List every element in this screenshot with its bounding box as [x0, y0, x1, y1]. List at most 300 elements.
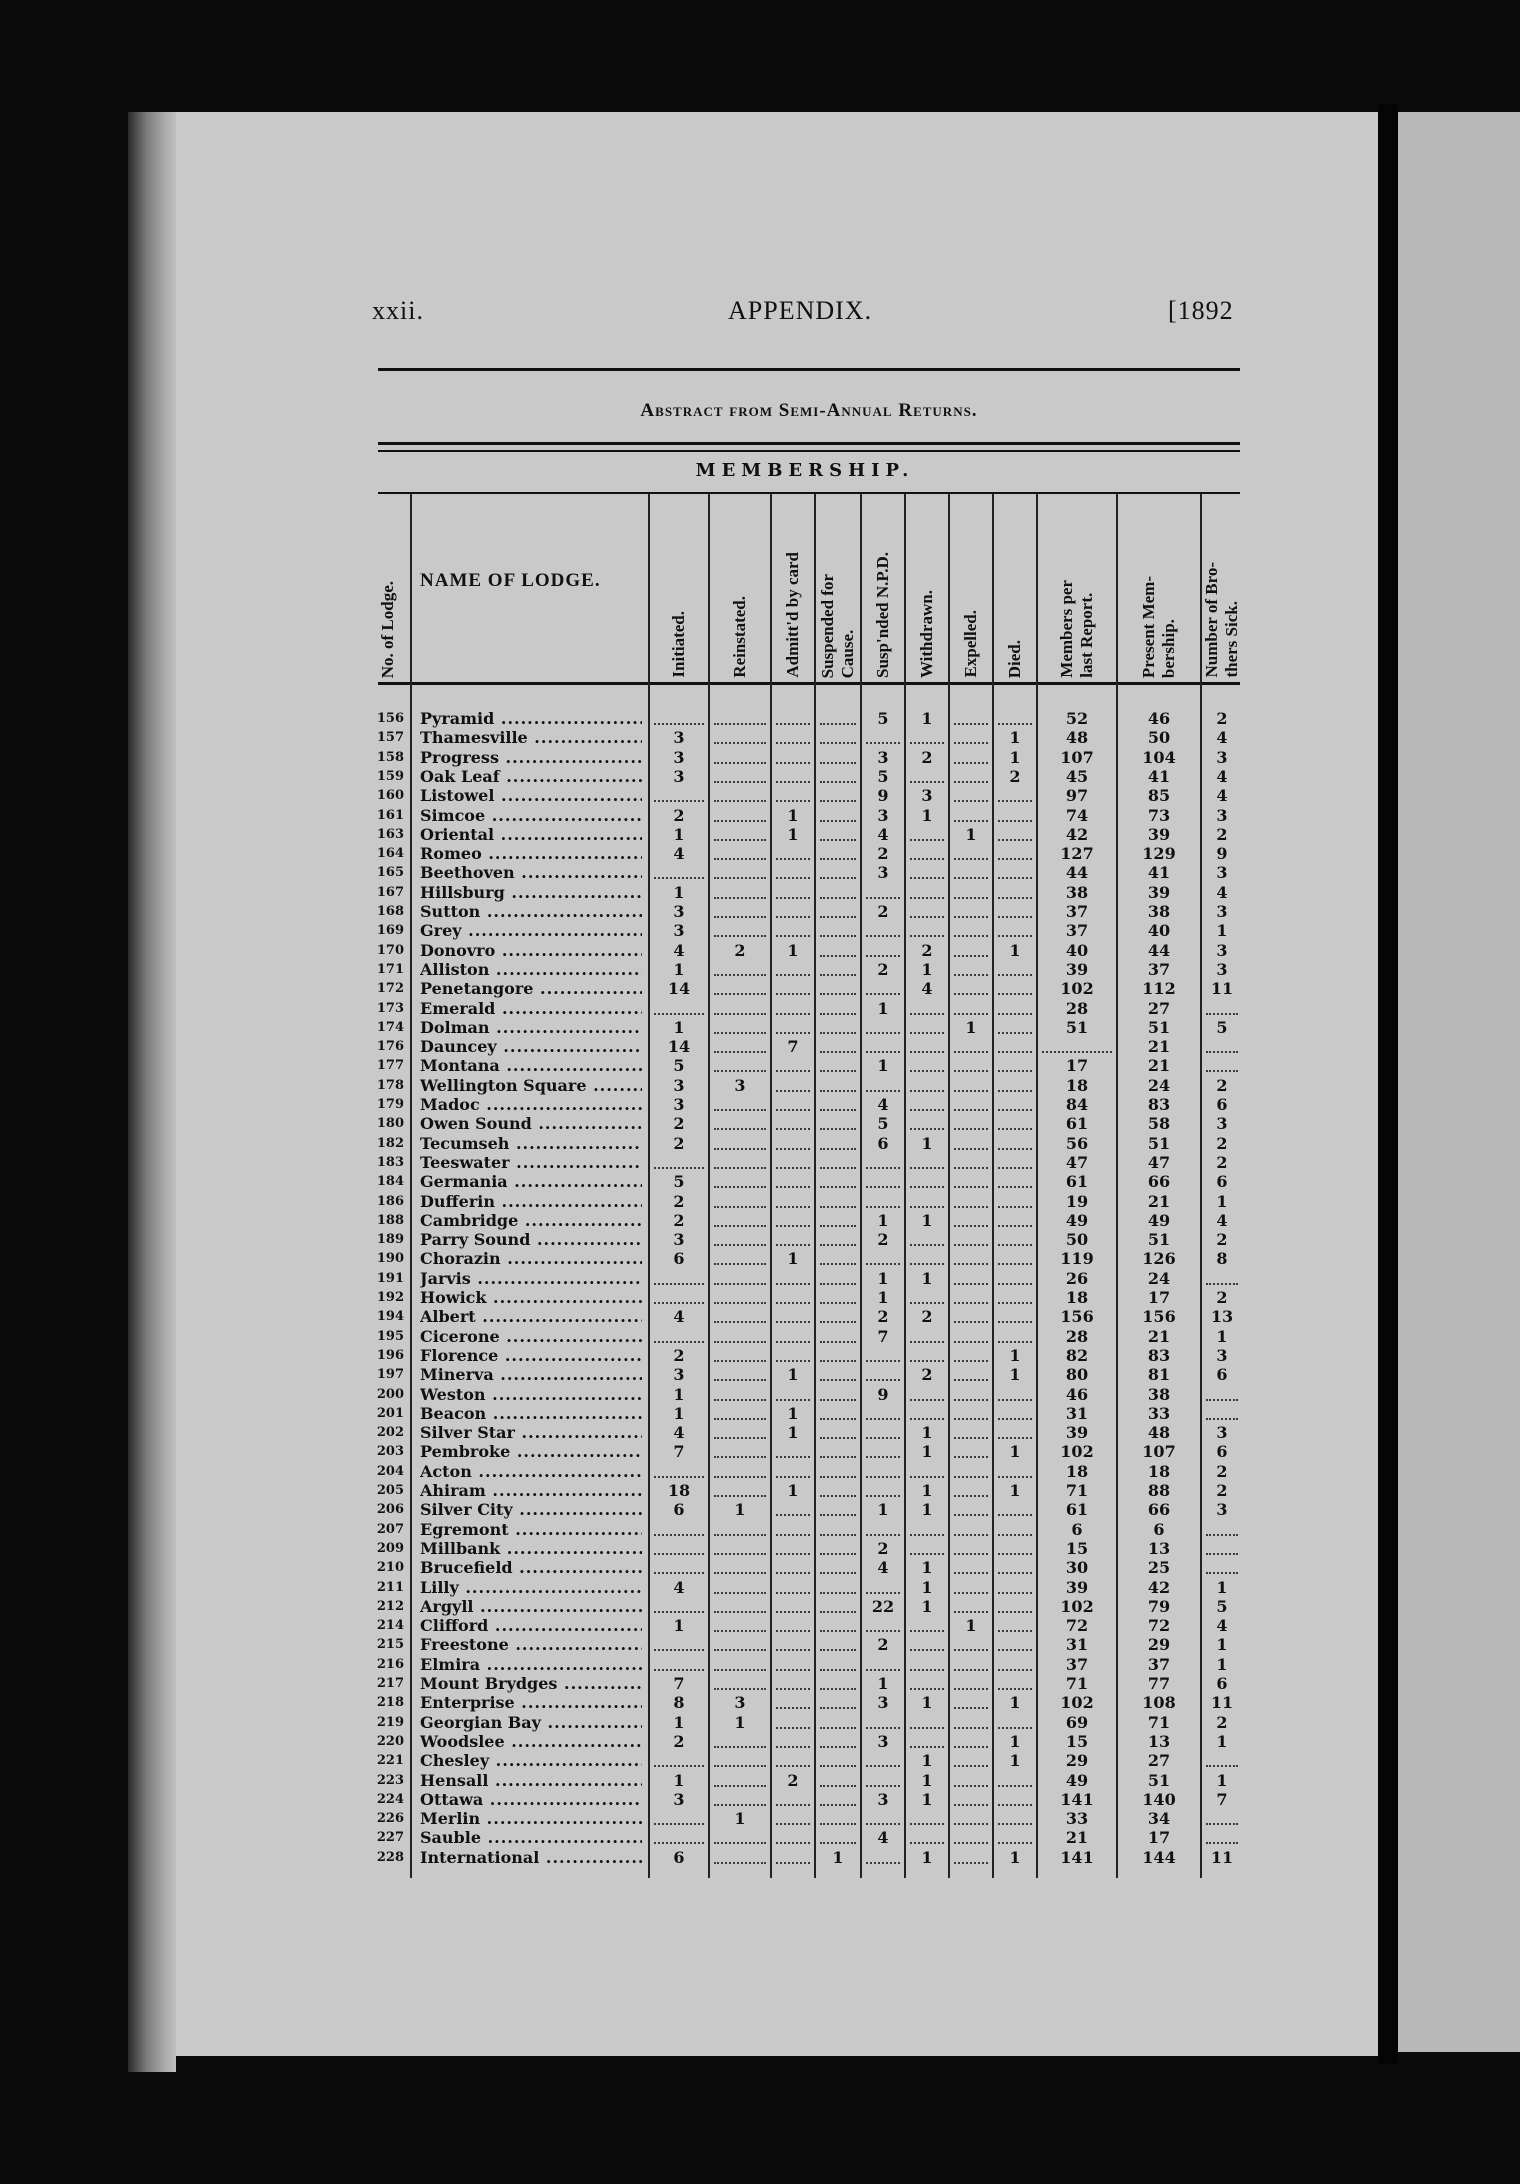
- cell-adm: [776, 1189, 810, 1208]
- cell-rein: [714, 1131, 766, 1150]
- cell-sick: [1206, 1748, 1238, 1767]
- cell-wd: [910, 1343, 944, 1362]
- lodge-number: 161: [376, 807, 404, 823]
- cell-wd: [910, 1053, 944, 1072]
- lodge-name: Parry Sound .....: [420, 1230, 642, 1249]
- table-row: [0, 1481, 1240, 1500]
- cell-present: 77: [1147, 1674, 1171, 1693]
- table-row: [0, 1037, 1240, 1056]
- cell-exp: [954, 1632, 988, 1651]
- cell-present: 156: [1142, 1307, 1176, 1327]
- cell-last: 38: [1065, 882, 1089, 902]
- cell-last: 141: [1060, 1847, 1094, 1867]
- cell-present: 38: [1147, 1384, 1171, 1404]
- cell-npd: [866, 1362, 900, 1381]
- cell-susp: [820, 1748, 856, 1767]
- cell-init: 3: [673, 1230, 685, 1250]
- cell-susp: [820, 938, 856, 957]
- cell-last: 47: [1065, 1152, 1089, 1172]
- cell-adm: [776, 1111, 810, 1130]
- lodge-name: Brucefield .....: [420, 1558, 642, 1577]
- cell-init: 3: [673, 902, 685, 921]
- lodge-number: 169: [376, 923, 404, 939]
- col-header-suspended-npd: Susp'nded N.P.D.: [873, 552, 892, 678]
- cell-rein: [714, 1266, 766, 1285]
- cell-adm: [776, 918, 810, 937]
- lodge-number: 194: [376, 1309, 404, 1325]
- lodge-name: Argyll .....: [420, 1597, 642, 1616]
- lodge-number: 173: [376, 1000, 404, 1016]
- cell-present: 144: [1142, 1847, 1176, 1867]
- cell-died: [998, 1497, 1032, 1516]
- lodge-name: Cicerone .....: [420, 1327, 642, 1346]
- cell-present: 33: [1147, 1403, 1171, 1423]
- cell-died: [998, 1073, 1032, 1092]
- cell-exp: [954, 957, 988, 976]
- cell-susp: [820, 1594, 856, 1613]
- lodge-number: 216: [376, 1656, 404, 1672]
- cell-sick: [1206, 996, 1238, 1015]
- table-row: [0, 1076, 1240, 1095]
- cell-adm: [776, 957, 810, 976]
- cell-npd: [866, 1343, 900, 1362]
- table-row: [0, 941, 1240, 960]
- lodge-number: 219: [376, 1714, 404, 1730]
- cell-npd: 5: [877, 766, 889, 786]
- cell-exp: [954, 1304, 988, 1323]
- lodge-name: Hillsburg .....: [420, 883, 642, 902]
- cell-last: 107: [1060, 747, 1094, 767]
- cell-present: 72: [1147, 1616, 1171, 1636]
- cell-died: [998, 1227, 1032, 1246]
- cell-adm: [776, 880, 810, 899]
- cell-susp: [820, 1671, 856, 1690]
- cell-wd: [910, 1536, 944, 1555]
- cell-exp: [954, 1073, 988, 1092]
- cell-rein: [714, 706, 766, 725]
- lodge-name: Teeswater .....: [420, 1153, 642, 1172]
- cell-wd: [910, 880, 944, 899]
- cell-wd: 1: [921, 1423, 933, 1443]
- lodge-name: Woodslee .....: [420, 1732, 642, 1751]
- cell-exp: [954, 1497, 988, 1516]
- lodge-number: 170: [376, 942, 404, 958]
- cell-npd: [866, 1420, 900, 1439]
- cell-rein: [714, 745, 766, 764]
- cell-exp: [954, 1092, 988, 1111]
- cell-last: 48: [1065, 728, 1089, 748]
- cell-adm: [776, 1729, 810, 1748]
- cell-rein: [714, 976, 766, 995]
- cell-rein: [714, 1092, 766, 1111]
- cell-exp: [954, 1478, 988, 1497]
- cell-died: [998, 1304, 1032, 1323]
- table-row: [0, 1327, 1240, 1346]
- cell-wd: [910, 1613, 944, 1632]
- cell-died: [998, 1285, 1032, 1304]
- cell-exp: [954, 1555, 988, 1574]
- lodge-number: 201: [376, 1405, 404, 1421]
- cell-wd: 2: [921, 747, 933, 767]
- cell-died: [998, 899, 1032, 918]
- table-row: [0, 1095, 1240, 1114]
- cell-init: 5: [673, 1056, 685, 1076]
- lodge-name: Silver City .....: [420, 1500, 642, 1519]
- cell-died: [998, 957, 1032, 976]
- cell-sick: 2: [1216, 1075, 1228, 1095]
- cell-init: 3: [673, 921, 685, 941]
- cell-sick: 2: [1216, 1152, 1228, 1172]
- cell-died: [998, 1246, 1032, 1265]
- cell-adm: [776, 1613, 810, 1632]
- cell-adm: [776, 1324, 810, 1343]
- cell-npd: 3: [877, 1693, 889, 1713]
- cell-adm: [776, 1131, 810, 1150]
- cell-last: 15: [1065, 1538, 1089, 1558]
- cell-sick: 3: [1216, 1423, 1228, 1443]
- cell-init: 2: [673, 1731, 685, 1751]
- cell-present: 71: [1147, 1712, 1171, 1732]
- header-rule: [378, 368, 1240, 371]
- cell-wd: 1: [921, 1577, 933, 1597]
- cell-rein: [714, 918, 766, 937]
- table-row: [0, 1307, 1240, 1326]
- cell-sick: 6: [1216, 1674, 1228, 1693]
- cell-npd: 2: [877, 902, 889, 921]
- cell-wd: [910, 841, 944, 860]
- cell-wd: 1: [921, 1558, 933, 1578]
- cell-init: [654, 1150, 704, 1169]
- cell-adm: [776, 1690, 810, 1709]
- cell-init: 3: [673, 1789, 685, 1809]
- cell-died: [998, 1652, 1032, 1671]
- table-row: [0, 1230, 1240, 1249]
- cell-last: 26: [1065, 1268, 1089, 1288]
- cell-rein: [714, 957, 766, 976]
- cell-rein: [714, 1729, 766, 1748]
- cell-exp: [954, 1285, 988, 1304]
- cell-init: [654, 706, 704, 725]
- cell-sick: 9: [1216, 844, 1228, 864]
- lodge-number: 172: [376, 981, 404, 997]
- cell-susp: [820, 1806, 856, 1825]
- cell-present: 47: [1147, 1152, 1171, 1172]
- table-row: [0, 902, 1240, 921]
- cell-npd: [866, 976, 900, 995]
- cell-exp: [954, 938, 988, 957]
- cell-susp: [820, 1285, 856, 1304]
- cell-last: 72: [1065, 1616, 1089, 1636]
- cell-npd: [866, 1169, 900, 1188]
- cell-wd: [910, 1169, 944, 1188]
- cell-present: 21: [1147, 1056, 1171, 1076]
- cell-init: [654, 1517, 704, 1536]
- lodge-number: 176: [376, 1039, 404, 1055]
- cell-npd: [866, 1073, 900, 1092]
- cell-susp: [820, 1343, 856, 1362]
- cell-rein: 2: [734, 940, 746, 960]
- lodge-name: Egremont .....: [420, 1520, 642, 1539]
- lodge-name: Florence .....: [420, 1346, 642, 1365]
- lodge-name: Hensall .....: [420, 1771, 642, 1790]
- cell-init: [654, 1324, 704, 1343]
- cell-sick: 6: [1216, 1365, 1228, 1385]
- cell-npd: 1: [877, 998, 889, 1018]
- col-header-reinstated: Reinstated.: [730, 596, 749, 678]
- cell-exp: [954, 1227, 988, 1246]
- cell-npd: [866, 1710, 900, 1729]
- cell-npd: [866, 1845, 900, 1864]
- cell-wd: 1: [921, 1693, 933, 1713]
- cell-adm: [776, 1266, 810, 1285]
- cell-init: 4: [673, 940, 685, 960]
- cell-sick: 1: [1216, 1770, 1228, 1790]
- table-row: [0, 1423, 1240, 1442]
- cell-susp: [820, 1324, 856, 1343]
- lodge-name: Millbank .....: [420, 1539, 642, 1558]
- table-row: [0, 728, 1240, 747]
- cell-adm: [776, 706, 810, 725]
- cell-rein: [714, 996, 766, 1015]
- cell-susp: [820, 1034, 856, 1053]
- cell-npd: 4: [877, 1828, 889, 1848]
- table-row: [0, 1558, 1240, 1577]
- lodge-number: 200: [376, 1386, 404, 1402]
- cell-died: [998, 1768, 1032, 1787]
- cell-npd: [866, 1150, 900, 1169]
- lodge-name: Mount Brydges .....: [420, 1674, 642, 1693]
- cell-sick: 1: [1216, 1654, 1228, 1674]
- cell-last: 82: [1065, 1345, 1089, 1365]
- cell-wd: [910, 1401, 944, 1420]
- cell-present: 73: [1147, 805, 1171, 825]
- cell-died: 1: [1009, 728, 1021, 748]
- cell-init: 2: [673, 1210, 685, 1230]
- cell-adm: [776, 725, 810, 744]
- cell-wd: [910, 1227, 944, 1246]
- cell-sick: 3: [1216, 1114, 1228, 1134]
- cell-died: [998, 1034, 1032, 1053]
- cell-sick: 4: [1216, 728, 1228, 748]
- cell-sick: 6: [1216, 1172, 1228, 1192]
- cell-npd: 2: [877, 1307, 889, 1327]
- lodge-name: Progress .....: [420, 748, 642, 767]
- cell-wd: 3: [921, 786, 933, 806]
- cell-last: 46: [1065, 1384, 1089, 1404]
- col-header-present: Present Mem- bership.: [1139, 575, 1178, 678]
- lodge-number: 195: [376, 1328, 404, 1344]
- cell-last: 52: [1065, 709, 1089, 728]
- section-rule: [378, 492, 1240, 494]
- cell-npd: 1: [877, 1268, 889, 1288]
- lodge-number: 178: [376, 1077, 404, 1093]
- lodge-name: Pyramid .....: [420, 709, 642, 728]
- table-row: [0, 999, 1240, 1018]
- cell-died: [998, 1575, 1032, 1594]
- cell-last: 17: [1065, 1056, 1089, 1076]
- cell-rein: [714, 1343, 766, 1362]
- cell-last: 33: [1065, 1809, 1089, 1829]
- cell-died: [998, 996, 1032, 1015]
- cell-adm: [776, 1517, 810, 1536]
- cell-died: [998, 1825, 1032, 1844]
- cell-npd: [866, 725, 900, 744]
- cell-sick: 4: [1216, 786, 1228, 806]
- cell-npd: 1: [877, 1674, 889, 1693]
- cell-present: 17: [1147, 1288, 1171, 1307]
- cell-init: 18: [667, 1481, 691, 1500]
- cell-died: 1: [1009, 1481, 1021, 1500]
- cell-rein: [714, 1825, 766, 1844]
- lodge-name: Cambridge .....: [420, 1211, 642, 1230]
- cell-init: [654, 1652, 704, 1671]
- col-header-members-last: Members per last Report.: [1057, 580, 1096, 678]
- cell-adm: [776, 1652, 810, 1671]
- cell-wd: 2: [921, 940, 933, 960]
- lodge-name: Oriental .....: [420, 825, 642, 844]
- cell-wd: [910, 1246, 944, 1265]
- cell-last: 69: [1065, 1712, 1089, 1732]
- table-row: [0, 1732, 1240, 1751]
- cell-sick: [1206, 1034, 1238, 1053]
- cell-wd: [910, 1324, 944, 1343]
- cell-wd: 1: [921, 1789, 933, 1809]
- cell-susp: [820, 1497, 856, 1516]
- cell-last: 102: [1060, 1693, 1094, 1713]
- lodge-number: 209: [376, 1540, 404, 1556]
- cell-rein: [714, 1517, 766, 1536]
- cell-npd: 3: [877, 747, 889, 767]
- cell-died: [998, 1710, 1032, 1729]
- lodge-number: 179: [376, 1097, 404, 1112]
- cell-died: 1: [1009, 1442, 1021, 1462]
- cell-died: 1: [1009, 1731, 1021, 1751]
- cell-sick: 2: [1216, 1230, 1228, 1250]
- cell-wd: [910, 1150, 944, 1169]
- table-row: [0, 709, 1240, 728]
- cell-init: 6: [673, 1249, 685, 1269]
- cell-sick: 2: [1216, 824, 1228, 844]
- lodge-name: Sauble .....: [420, 1828, 642, 1847]
- cell-init: 1: [673, 1712, 685, 1732]
- lodge-name: Sutton .....: [420, 902, 642, 921]
- cell-init: 1: [673, 1403, 685, 1423]
- lodge-name: Romeo .....: [420, 844, 642, 863]
- cell-rein: [714, 1189, 766, 1208]
- cell-present: 46: [1147, 709, 1171, 728]
- cell-present: 66: [1147, 1500, 1171, 1520]
- cell-died: [998, 1189, 1032, 1208]
- cell-last: 119: [1060, 1249, 1094, 1269]
- cell-rein: [714, 783, 766, 802]
- lodge-name: Merlin .....: [420, 1809, 642, 1828]
- cell-last: 18: [1065, 1288, 1089, 1307]
- col-header-sick: Number of Bro- thers Sick.: [1202, 562, 1241, 678]
- cell-last: 6: [1071, 1519, 1083, 1539]
- header-bottom-rule: [378, 682, 1240, 685]
- cell-rein: [714, 1748, 766, 1767]
- lodge-name: Elmira .....: [420, 1655, 642, 1674]
- cell-npd: [866, 1246, 900, 1265]
- cell-init: 4: [673, 1577, 685, 1597]
- table-row: [0, 979, 1240, 998]
- page-gutter: [1378, 104, 1398, 2064]
- cell-present: 39: [1147, 824, 1171, 844]
- cell-present: 51: [1147, 1770, 1171, 1790]
- cell-sick: 2: [1216, 1712, 1228, 1732]
- cell-last: 141: [1060, 1789, 1094, 1809]
- cell-init: [654, 1825, 704, 1844]
- cell-rein: [714, 860, 766, 879]
- lodge-number: 220: [376, 1733, 404, 1749]
- cell-susp: [820, 1478, 856, 1497]
- cell-adm: [776, 1671, 810, 1690]
- cell-died: [998, 1536, 1032, 1555]
- lodge-number: 177: [376, 1058, 404, 1074]
- lodge-number: 167: [376, 884, 404, 900]
- cell-rein: [714, 803, 766, 822]
- lodge-number: 168: [376, 904, 404, 919]
- cell-npd: 9: [877, 786, 889, 806]
- cell-died: [998, 1169, 1032, 1188]
- cell-exp: [954, 1671, 988, 1690]
- cell-npd: 9: [877, 1384, 889, 1404]
- cell-present: 25: [1147, 1558, 1171, 1578]
- cell-init: 2: [673, 805, 685, 825]
- cell-wd: [910, 1652, 944, 1671]
- cell-init: 4: [673, 1423, 685, 1443]
- cell-susp: [820, 1420, 856, 1439]
- cell-rein: [714, 841, 766, 860]
- cell-rein: [714, 1053, 766, 1072]
- cell-npd: 4: [877, 824, 889, 844]
- cell-adm: [776, 764, 810, 783]
- cell-init: 3: [673, 728, 685, 748]
- cell-sick: 3: [1216, 747, 1228, 767]
- cell-wd: [910, 1073, 944, 1092]
- cell-susp: [820, 1189, 856, 1208]
- lodge-number: 165: [376, 865, 404, 881]
- cell-present: 49: [1147, 1210, 1171, 1230]
- cell-adm: [776, 1748, 810, 1767]
- cell-exp: 1: [965, 1017, 977, 1037]
- cell-sick: 8: [1216, 1249, 1228, 1269]
- cell-sick: 2: [1216, 1133, 1228, 1153]
- cell-last: 71: [1065, 1481, 1089, 1500]
- cell-exp: [954, 803, 988, 822]
- cell-sick: 4: [1216, 1616, 1228, 1636]
- cell-last: 50: [1065, 1230, 1089, 1250]
- cell-died: [998, 1594, 1032, 1613]
- cell-last: 71: [1065, 1674, 1089, 1693]
- lodge-name: Dufferin .....: [420, 1192, 642, 1211]
- cell-susp: [820, 1073, 856, 1092]
- cell-sick: 7: [1216, 1789, 1228, 1809]
- cell-last: 45: [1065, 766, 1089, 786]
- cell-died: [998, 1787, 1032, 1806]
- cell-present: 13: [1147, 1538, 1171, 1558]
- table-row: [0, 1288, 1240, 1307]
- cell-last: 102: [1060, 979, 1094, 999]
- cell-present: 58: [1147, 1114, 1171, 1134]
- lodge-number: 203: [376, 1444, 404, 1460]
- lodge-number: 156: [376, 711, 404, 726]
- abstract-title: Abstract from Semi-Annual Returns.: [640, 400, 978, 421]
- cell-present: 21: [1147, 1037, 1171, 1057]
- col-header-died: Died.: [1005, 639, 1024, 678]
- cell-susp: [820, 1131, 856, 1150]
- cell-susp: [820, 1825, 856, 1844]
